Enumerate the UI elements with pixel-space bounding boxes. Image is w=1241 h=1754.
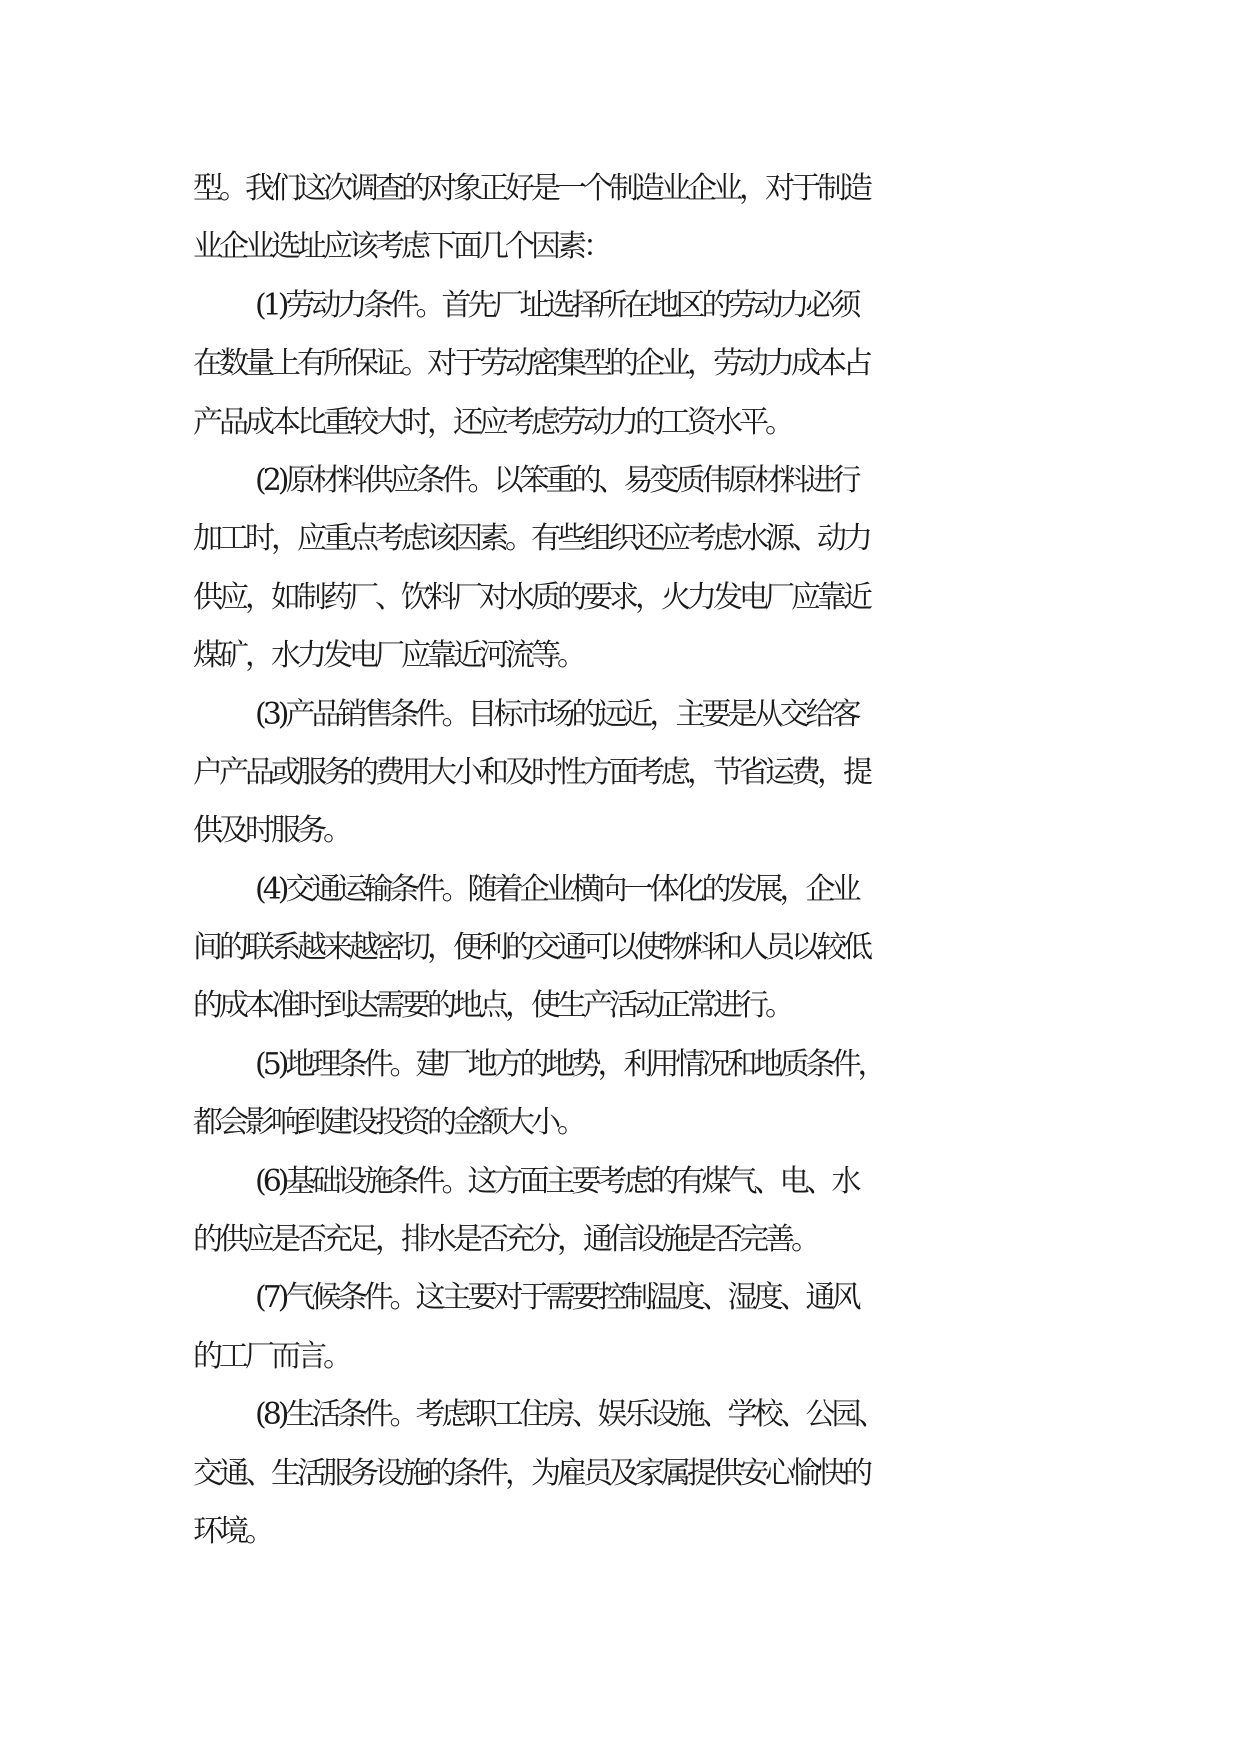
text-line: 在数量上有所保证。对于劳动密集型的企业，劳动力成本占 [193, 346, 869, 382]
text-line: 供应，如制药厂、饮料厂对水质的要求，火力发电厂应靠近 [193, 579, 869, 615]
paragraph-first-line: (6)基础设施条件。这方面主要考虑的有煤气、电、水 [255, 1163, 858, 1199]
text-line: 加工时，应重点考虑该因素。有些组织还应考虑水源、动力 [193, 521, 869, 557]
text-line: 间的联系越来越密切，便利的交通可以使物料和人员以较低 [193, 930, 869, 966]
text-line: 的工厂而言。 [193, 1338, 349, 1374]
text-line: 都会影响到建设投资的金额大小。 [193, 1105, 583, 1141]
text-line: 型。我们这次调查的对象正好是一个制造业企业，对于制造 [193, 171, 869, 206]
paragraph-first-line: (2)原材料供应条件。以笨重的、易变质伟原材料进行 [255, 462, 858, 498]
text-line: 交通、生活服务设施的条件，为雇员及家属提供安心愉快的 [193, 1455, 869, 1491]
paragraph-first-line: (5)地理条件。建厂地方的地势，利用情况和地质条件， [255, 1046, 884, 1082]
paragraph-first-line: (3)产品销售条件。目标市场的远近，主要是从交给客 [255, 696, 858, 732]
text-line: 户产品或服务的费用大小和及时性方面考虑，节省运费，提 [193, 754, 869, 790]
paragraph-first-line: (4)交通运输条件。随着企业横向一体化的发展，企业 [255, 871, 858, 907]
document-body [193, 160, 1063, 1561]
text-line: 业企业选址应该考虑下面几个因素： [193, 229, 609, 265]
text-line: 煤矿，水力发电厂应靠近河流等。 [193, 638, 583, 674]
paragraph-first-line: (7)气候条件。这主要对于需要控制温度、湿度、通风 [255, 1280, 858, 1316]
paragraph-first-line: (1)劳动力条件。首先厂址选择所在地区的劳动力必须 [255, 287, 858, 323]
text-line: 产品成本比重较大时，还应考虑劳动力的工资水平。 [193, 404, 791, 440]
text-line: 环境。 [193, 1513, 271, 1549]
text-line: 的供应是否充足，排水是否充分，通信设施是否完善。 [193, 1222, 817, 1258]
paragraph-first-line: (8)生活条件。考虑职工住房、娱乐设施、学校、公园、 [255, 1397, 884, 1433]
text-line: 的成本准时到达需要的地点，使生产活动正常进行。 [193, 988, 791, 1024]
text-line: 供及时服务。 [193, 813, 349, 849]
